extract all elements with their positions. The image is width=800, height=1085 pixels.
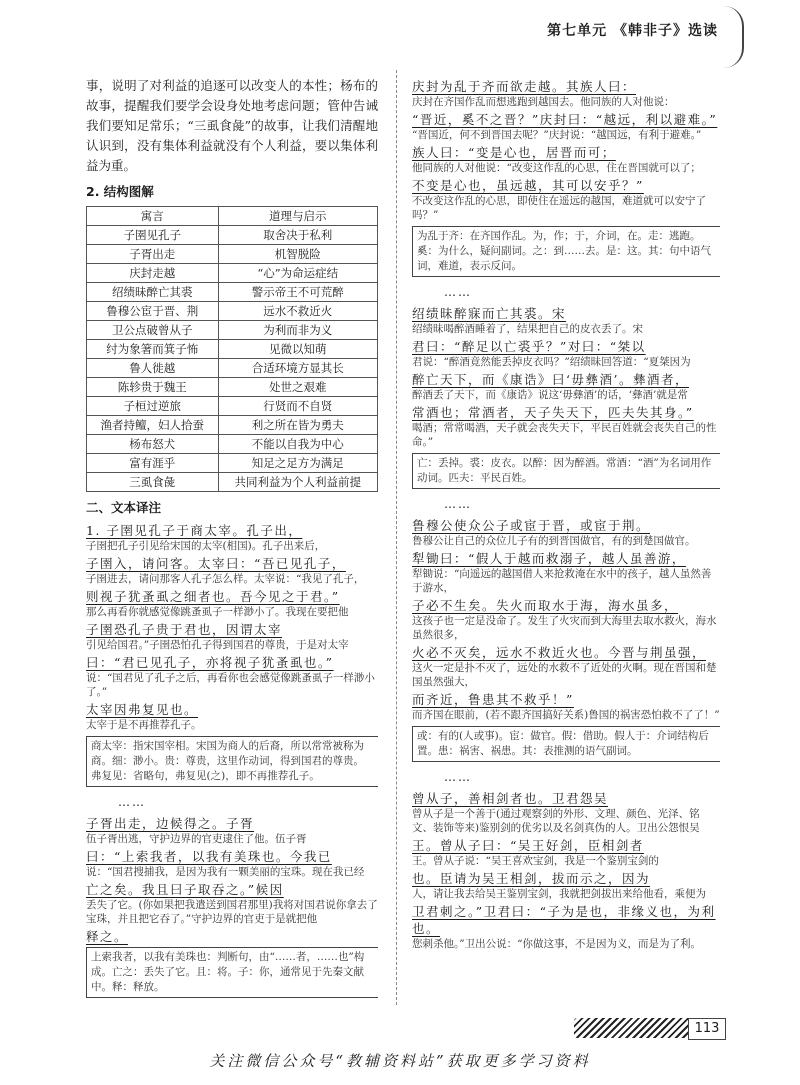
table-cell-lesson: 不能以自我为中心 — [218, 435, 377, 454]
table-row — [87, 226, 378, 245]
ellipsis: …… — [444, 285, 472, 299]
table-row — [87, 283, 378, 302]
original-text-line: 而齐近，鲁患其不救乎！” — [412, 692, 574, 707]
footer-note: 关注微信公众号“教辅资料站”获取更多学习资料 — [209, 1052, 591, 1070]
structure-diagram-title: 2. 结构图解 — [86, 184, 154, 199]
right-entries-4 — [412, 790, 720, 951]
translation-line: 人，请让我去给吴王鉴别宝剑，我就把剑拔出来给他看，乘便为 — [412, 888, 706, 900]
page-number: 113 — [688, 1018, 726, 1040]
original-text-line: 王。曾从子曰：“吴王好剑，臣相剑者 — [412, 838, 644, 853]
table-row — [87, 359, 378, 378]
table-cell-lesson: 行贤而不自贤 — [218, 397, 377, 416]
translation-line: 丢失了它。(你如果把我遣送到国君那里)我将对国君说你拿去了宝珠，并且把它吞了。”守护边界的官吏于是就把他 — [86, 899, 378, 925]
right-entries-2 — [412, 305, 720, 449]
intro-paragraph: 事，说明了对利益的追逐可以改变人的本性；杨布的故事，提醒我们要学会设身处地考虑问题；管仲告诫我们要知足常乐；“三虱食彘”的故事，让我们清醒地认识到，没有集体利益就没有个人利益，要以集体利益为重。 — [86, 78, 378, 173]
translation-line: 这火一定是扑不灭了，远处的水救不了近处的火啊。现在晋国和楚国虽然强大， — [412, 662, 717, 688]
note-box: 或：有的(人或事)。宦：做官。假：借助。假人于：介词结构后置。患：祸害、祸患。其：表推测的语气副词。 — [412, 726, 720, 762]
original-text-line: 绍绩昧醉寐而亡其裘。宋 — [412, 306, 567, 321]
table-cell-lesson: 警示帝王不可荒醉 — [218, 283, 377, 302]
column-divider — [396, 70, 397, 1005]
table-cell-fable: 渔者持鳣，妇人拾蚕 — [87, 416, 219, 435]
table-row — [87, 454, 378, 473]
table-cell-fable: 子桓过逆旅 — [87, 397, 219, 416]
table-cell-fable: 庆封走越 — [87, 264, 219, 283]
table-row — [87, 378, 378, 397]
table-cell-fable: 鲁穆公宦于晋、荆 — [87, 302, 219, 321]
original-text-line: 犁锄曰：“假人于越而救溺子，越人虽善游， — [412, 551, 686, 566]
table-cell-lesson: 知足之足方为满足 — [218, 454, 377, 473]
translation-line: 喝酒；常常喝酒，天子就会丧失天下，平民百姓就会丧失自己的性命。” — [412, 422, 717, 448]
translation-line: 子圉进去，请问那客人孔子怎么样。太宰说：“我见了孔子， — [86, 573, 365, 585]
table-cell-fable: 绍绩昧醉亡其裘 — [87, 283, 219, 302]
translation-line: 太宰于是不再推荐孔子。 — [86, 719, 202, 731]
table-row — [87, 302, 378, 321]
original-text-line: 亡之矣。我且曰子取吞之。”候因 — [86, 882, 284, 897]
table-cell-lesson: 机智脱险 — [218, 245, 377, 264]
table-cell-fable: 鲁人徙越 — [87, 359, 219, 378]
left-entries — [86, 522, 378, 732]
table-cell-lesson: 处世之艰难 — [218, 378, 377, 397]
ellipsis: …… — [118, 795, 146, 809]
translation-line: 庆封在齐国作乱而想逃跑到越国去。他同族的人对他说： — [412, 96, 675, 108]
original-text-line: 子圉入，请问客。太宰曰：“吾已见孔子， — [86, 556, 346, 571]
table-row — [87, 435, 378, 454]
original-text-line: “晋近，奚不之晋？”庆封曰：“越远，利以避难。” — [412, 112, 718, 127]
right-entries-3 — [412, 517, 720, 722]
original-text-line: 火必不灭矣，远水不救近火也。今晋与荆虽强， — [412, 645, 707, 660]
note-box: 亡：丢掉。裘：皮衣。以醉：因为醉酒。常酒：“酒”为名词用作动词。匹夫：平民百姓。 — [412, 453, 720, 489]
translation-line: 曾从子是一个善于(通过观察剑的外形、文理、颜色、光泽、铭文、装饰等来)鉴别剑的优劣以及名剑真伪的人。卫出公怨恨吴 — [412, 808, 700, 834]
table-row — [87, 245, 378, 264]
table-cell-fable: 子圉见孔子 — [87, 226, 219, 245]
table-cell-fable: 三虱食彘 — [87, 473, 219, 492]
text-annotation-title: 二、文本译注 — [86, 500, 162, 515]
table-row — [87, 340, 378, 359]
original-text-line: 常酒也；常酒者，天子失天下，匹夫失其身。” — [412, 405, 694, 420]
table-cell-lesson: 利之所在皆为勇夫 — [218, 416, 377, 435]
table-cell-lesson: 合适环境方显其长 — [218, 359, 377, 378]
original-text-line: 醉亡天下，而《康诰》曰‘毋彝酒’。彝酒者， — [412, 372, 689, 387]
table-cell-fable: 子胥出走 — [87, 245, 219, 264]
original-text-line: 不变是心也，虽远越，其可以安乎？” — [412, 178, 644, 193]
original-text-line: 曰：“上索我者，以我有美珠也。今我已 — [86, 849, 332, 864]
ellipsis: …… — [444, 497, 472, 511]
original-text-line: 也。臣请为吴王相剑，拔而示之，因为 — [412, 871, 651, 886]
right-entries — [412, 78, 720, 222]
translation-line: “晋国近，何不到晋国去呢？”庆封说：“越国远，有利于避难。” — [412, 129, 702, 141]
left-entries-2 — [86, 815, 378, 945]
note-box: 商太宰：指宋国宰相。宋国为商人的后裔，所以常常被称为商。细：渺小。贵：尊贵，这里作动词，得到国君的尊贵。弗复见：省略句，弗复见(之)，即不再推荐孔子。 — [86, 736, 378, 787]
table-body — [87, 226, 378, 492]
left-column — [86, 76, 378, 1002]
translation-line: 君说：“醉酒竟然能丢掉皮衣吗？”绍绩昧回答道：“夏桀因为 — [412, 356, 691, 368]
original-text-line: 则视子犹蚤虱之细者也。吾今见之于君。” — [86, 589, 340, 604]
translation-line: 他同族的人对他说：“改变这作乱的心思，住在晋国就可以了； — [412, 162, 701, 174]
translation-line: 那么再看你就感觉像跳蚤虱子一样渺小了。我现在要把他 — [86, 606, 349, 618]
original-text-line: 鲁穆公使众公子或宦于晋，或宦于荆。 — [412, 518, 651, 533]
table-row — [87, 416, 378, 435]
original-text-line: 太宰因弗复见也。 — [86, 702, 199, 717]
table-cell-lesson: 见微以知萌 — [218, 340, 377, 359]
table-cell-fable: 杨布怒犬 — [87, 435, 219, 454]
original-text-line: 君曰：“醉足以亡裘乎？”对曰：“桀以 — [412, 339, 646, 354]
table-header-lesson: 道理与启示 — [218, 207, 377, 226]
translation-line: 王。曾从子说：“吴王喜欢宝剑，我是一个鉴别宝剑的 — [412, 855, 659, 867]
translation-line: 醉酒丢了天下，而《康诰》说这‘毋彝酒’的话，‘彝酒’就是常 — [412, 389, 688, 401]
table-row — [87, 397, 378, 416]
original-text-line: 曰：“君已见孔子，亦将视子犹蚤虱也。” — [86, 655, 334, 670]
translation-line: 引见给国君。”子圉恐怕孔子得到国君的尊贵，于是对太宰 — [86, 639, 349, 651]
translation-line: 说：“国君见了孔子之后，再看你也会感觉像跳蚤虱子一样渺小了。” — [86, 672, 375, 698]
translation-line: 您刺杀他。”卫出公说：“你做这事，不是因为义，而是为了利。 — [412, 938, 701, 950]
table-row — [87, 264, 378, 283]
table-header-fable: 寓言 — [87, 207, 219, 226]
table-cell-fable: 富有涯乎 — [87, 454, 219, 473]
table-cell-lesson: 为利而非为义 — [218, 321, 377, 340]
table-row — [87, 473, 378, 492]
original-text-line: 子圉恐孔子贵于君也，因谓太宰 — [86, 622, 283, 637]
header-decoration — [724, 6, 744, 68]
translation-line: 伍子胥出逃，守护边界的官吏逮住了他。伍子胥 — [86, 833, 307, 845]
table-cell-fable: 卫公点破曾从子 — [87, 321, 219, 340]
table-cell-fable: 纣为象箸而箕子怖 — [87, 340, 219, 359]
translation-line: 绍绩昧喝醉酒睡着了，结果把自己的皮衣丢了。宋 — [412, 323, 643, 335]
structure-table — [86, 206, 378, 492]
table-cell-lesson: 远水不救近火 — [218, 302, 377, 321]
translation-line: 而齐国在眼前，(若不跟齐国搞好关系)鲁国的祸害恐怕救不了了！” — [412, 709, 720, 721]
table-cell-fable: 陈轸贵于魏王 — [87, 378, 219, 397]
original-text-line: 释之。 — [86, 929, 129, 944]
page-number-bar — [574, 1018, 726, 1038]
right-column — [412, 76, 720, 953]
translation-line: 犁锄说：“向遥远的越国借人来抢救淹在水中的孩子，越人虽然善于游水， — [412, 568, 712, 594]
original-text-line: 卫君刺之。”卫君曰：“子为是也，非缘义也，为利也。 — [412, 904, 716, 936]
table-cell-lesson: 共同利益为个人利益前提 — [218, 473, 377, 492]
ellipsis: …… — [444, 770, 472, 784]
note-box: 上索我者，以我有美珠也：判断句，由“……者，……也”构成。亡之：丢失了它。且：将。子：你，通常见于先秦文献中。释：释放。 — [86, 947, 378, 998]
translation-line: 鲁穆公让自己的众位儿子有的到晋国做官，有的到楚国做官。 — [412, 535, 696, 547]
translation-line: 不改变这作乱的心思，即使住在遥远的越国，难道就可以安宁了吗？” — [412, 195, 706, 221]
original-text-line: 庆封为乱于齐而欲走越。其族人曰： — [412, 79, 637, 94]
note-box: 为乱于齐：在齐国作乱。为，作；于，介词，在。走：逃跑。奚：为什么，疑问副词。之：到……去。是：这。其：句中语气词，难道，表示反问。 — [412, 226, 720, 277]
original-text-line: 族人曰：“变是心也，居晋而可； — [412, 145, 616, 160]
original-text-line: 1. 子圉见孔子于商太宰。孔子出， — [86, 523, 303, 538]
table-cell-lesson: “心”为命运症结 — [218, 264, 377, 283]
original-text-line: 子胥出走，边候得之。子胥 — [86, 816, 255, 831]
original-text-line: 曾从子，善相剑者也。卫君怨吴 — [412, 791, 609, 806]
table-row — [87, 321, 378, 340]
original-text-line: 子必不生矣。失火而取水于海，海水虽多， — [412, 598, 679, 613]
table-header-row — [87, 207, 378, 226]
translation-line: 这孩子也一定是没命了。发生了火灾而到大海里去取水救火，海水虽然很多， — [412, 615, 717, 641]
translation-line: 说：“国君搜捕我，是因为我有一颗美丽的宝珠。现在我已经 — [86, 866, 365, 878]
table-cell-lesson: 取舍决于私利 — [218, 226, 377, 245]
translation-line: 子圉把孔子引见给宋国的太宰(相国)。孔子出来后， — [86, 540, 326, 552]
unit-title: 第七单元 《韩非子》选读 — [547, 23, 718, 39]
